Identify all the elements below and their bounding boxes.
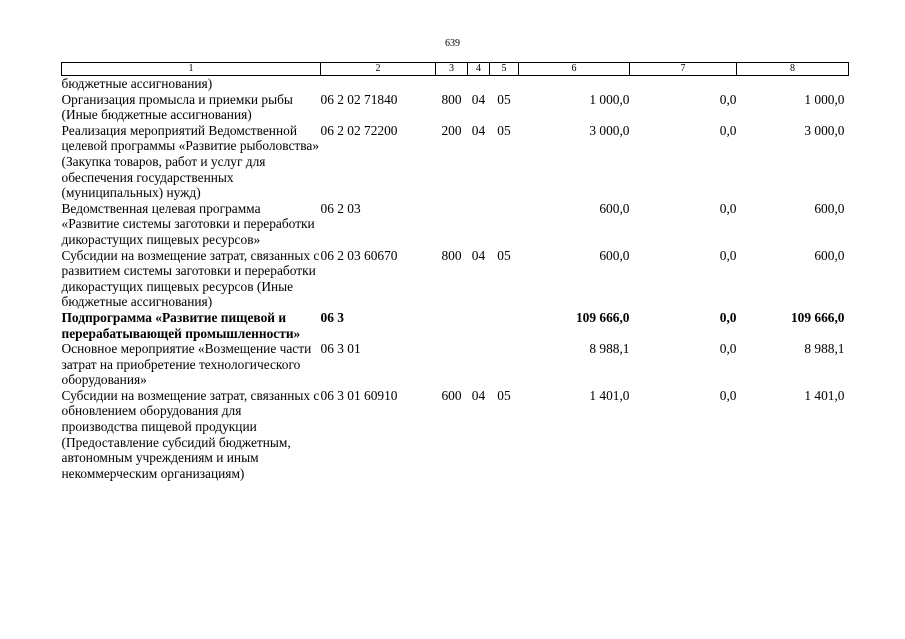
row-section: 04 — [471, 387, 486, 403]
row-section — [468, 341, 490, 388]
col-header-1: 1 — [62, 63, 321, 76]
table-row — [62, 76, 849, 92]
col-header-3: 3 — [436, 63, 468, 76]
row-name: Ведомственная целевая программа «Развитие системы заготовки и переработки дикорастущих пищевых ресурсов» — [61, 200, 315, 247]
row-name: Субсидии на возмещение затрат, связанных с развитием системы заготовки и переработки дикорастущих пищевых ресурсов (Иные бюджетные ассигнования) — [61, 247, 320, 310]
row-section: 04 — [471, 91, 486, 107]
row-subsection: 05 — [497, 247, 511, 263]
row-amount-total: 109 666,0 — [575, 309, 630, 325]
table-row — [62, 248, 849, 310]
row-amount-federal: 0,0 — [719, 247, 737, 263]
row-subsection: 05 — [497, 122, 511, 138]
row-name: Организация промысла и приемки рыбы (Иные бюджетные ассигнования) — [61, 91, 293, 123]
row-expense-type — [436, 76, 468, 92]
page-number: 639 — [445, 38, 460, 49]
row-amount-federal: 0,0 — [719, 122, 737, 138]
row-amount-total: 1 401,0 — [589, 387, 630, 403]
row-amount-federal — [630, 76, 737, 92]
row-code: 06 2 02 71840 — [320, 91, 398, 107]
row-amount-regional — [737, 76, 849, 92]
row-amount-federal: 0,0 — [719, 91, 737, 107]
row-amount-total: 8 988,1 — [589, 341, 630, 357]
row-amount-regional: 3 000,0 — [804, 122, 845, 138]
row-amount-federal: 0,0 — [719, 309, 737, 325]
col-header-8: 8 — [737, 63, 849, 76]
row-amount-federal: 0,0 — [719, 341, 737, 357]
row-expense-type — [436, 201, 468, 248]
row-name: Подпрограмма «Развитие пищевой и перерабатывающей промышленности» — [61, 309, 301, 341]
row-amount-regional: 1 401,0 — [804, 387, 845, 403]
row-amount-total: 600,0 — [599, 247, 630, 263]
table-row — [62, 388, 849, 482]
row-amount-regional: 600,0 — [814, 247, 845, 263]
table-header — [62, 63, 849, 76]
row-code: 06 3 01 60910 — [320, 387, 398, 403]
row-amount-federal: 0,0 — [719, 387, 737, 403]
row-amount-regional: 109 666,0 — [790, 309, 845, 325]
row-subsection — [490, 341, 519, 388]
table-row — [62, 201, 849, 248]
col-header-2: 2 — [321, 63, 436, 76]
table-row — [62, 123, 849, 201]
row-amount-total: 3 000,0 — [589, 122, 630, 138]
row-subsection — [490, 201, 519, 248]
row-code: 06 2 03 — [320, 200, 361, 216]
row-code: 06 3 01 — [320, 341, 361, 357]
row-expense-type — [436, 341, 468, 388]
row-section — [468, 76, 490, 92]
row-code: 06 3 — [320, 309, 344, 325]
row-section: 04 — [471, 122, 486, 138]
row-code: 06 2 02 72200 — [320, 122, 398, 138]
budget-table — [61, 62, 849, 481]
row-name: Субсидии на возмещение затрат, связанных с обновлением оборудования для производства пищевой продукции (Предоставление субсидий бюджетным, автономным учреждениям и иным некоммерческим организациям) — [61, 387, 320, 481]
table-row — [62, 310, 849, 341]
row-code: 06 2 03 60670 — [320, 247, 398, 263]
row-amount-regional: 1 000,0 — [804, 91, 845, 107]
row-section — [468, 201, 490, 248]
row-name: Основное мероприятие «Возмещение части затрат на приобретение технологического оборудования» — [61, 341, 312, 388]
row-subsection: 05 — [497, 91, 511, 107]
table-row — [62, 341, 849, 388]
row-subsection: 05 — [497, 387, 511, 403]
table-body — [62, 76, 849, 482]
row-amount-total: 600,0 — [599, 200, 630, 216]
row-expense-type: 800 — [441, 247, 462, 263]
col-header-4: 4 — [468, 63, 490, 76]
row-amount-federal: 0,0 — [719, 200, 737, 216]
row-expense-type: 800 — [441, 91, 462, 107]
row-subsection — [490, 76, 519, 92]
row-code — [321, 76, 436, 92]
row-expense-type: 600 — [441, 387, 462, 403]
row-amount-regional: 600,0 — [814, 200, 845, 216]
col-header-7: 7 — [630, 63, 737, 76]
row-section: 04 — [471, 247, 486, 263]
header-row — [62, 63, 849, 76]
col-header-5: 5 — [490, 63, 519, 76]
row-expense-type — [436, 310, 468, 341]
row-name: Реализация мероприятий Ведомственной целевой программы «Развитие рыболовства» (Закупка товаров, работ и услуг для обеспечения государственных (муниципальных) нужд) — [61, 122, 320, 201]
row-amount-regional: 8 988,1 — [804, 341, 845, 357]
row-name: бюджетные ассигнования) — [61, 76, 213, 91]
row-section — [468, 310, 490, 341]
col-header-6: 6 — [519, 63, 630, 76]
table-row — [62, 92, 849, 123]
row-amount-total: 1 000,0 — [589, 91, 630, 107]
row-subsection — [490, 310, 519, 341]
row-expense-type: 200 — [441, 122, 462, 138]
row-amount-total — [519, 76, 630, 92]
